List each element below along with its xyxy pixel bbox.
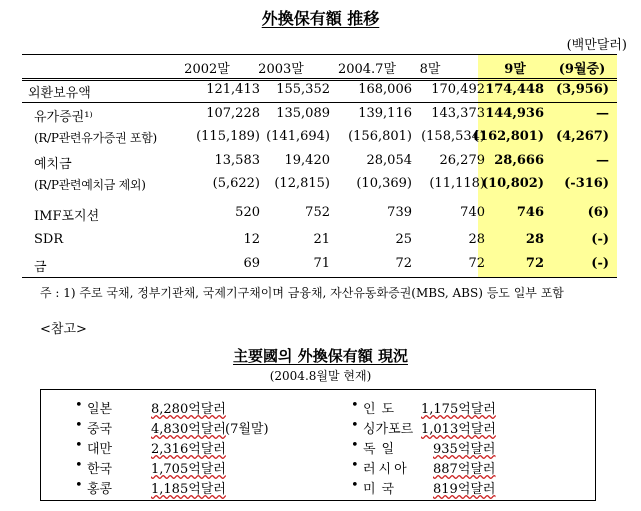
cell: 28	[468, 232, 485, 247]
cell: 19,420	[284, 153, 330, 168]
cell: 28,666	[494, 153, 544, 168]
cell: 739	[387, 205, 412, 220]
cell: (10,802)	[481, 176, 544, 191]
cell: —	[596, 106, 609, 121]
cell: 25	[395, 232, 412, 247]
table-top-rule	[22, 54, 617, 55]
cell: (11,118)	[429, 176, 485, 191]
cell: 72	[395, 256, 412, 271]
table-row	[22, 256, 617, 278]
reserve-amount: 1,705억달러	[151, 462, 226, 477]
cell: 72	[525, 256, 544, 271]
cell: 746	[516, 205, 544, 220]
cell: 12	[243, 232, 260, 247]
country-reserves-box	[40, 389, 596, 501]
cell: 520	[235, 205, 260, 220]
page-title: 外換保有額 推移	[261, 9, 380, 28]
col-2002: 2002말	[184, 62, 230, 77]
country-name: 미국	[363, 482, 401, 497]
reserve-amount: 1,013억달러	[421, 422, 496, 437]
country-name: 싱가포르	[363, 422, 414, 437]
row-label: 외환보유액	[28, 86, 91, 101]
reference-label: <참고>	[40, 322, 87, 337]
row-label: IMF포지션	[34, 209, 100, 224]
cell: 155,352	[276, 82, 330, 97]
table-row	[22, 153, 617, 175]
table-row	[22, 176, 617, 198]
reserve-amount: 819억달러	[433, 482, 496, 497]
table-header	[22, 58, 617, 80]
bullet-icon: •	[351, 398, 359, 413]
cell: (156,801)	[348, 129, 412, 144]
table-row	[22, 106, 617, 128]
reserve-amount: 2,316억달러	[151, 442, 226, 457]
bullet-icon: •	[75, 438, 83, 453]
cell: (6)	[587, 205, 609, 220]
country-name: 중국	[87, 422, 113, 437]
col-9: 9말	[504, 62, 526, 77]
cell: 144,936	[485, 106, 544, 121]
cell: 107,228	[206, 106, 260, 121]
unit-label: (백만달러)	[566, 38, 627, 53]
row-label: 예치금	[34, 157, 72, 172]
bullet-icon: •	[351, 458, 359, 473]
country-name: 독일	[363, 442, 401, 457]
cell: 139,116	[358, 106, 412, 121]
cell: 121,413	[206, 82, 260, 97]
col-2003: 2003말	[258, 62, 304, 77]
cell: 740	[460, 205, 485, 220]
cell: 174,448	[485, 82, 544, 97]
row-label: 금	[34, 260, 47, 275]
cell: 28,054	[366, 153, 412, 168]
row-label: 유가증권¹⁾	[34, 110, 93, 125]
cell: (115,189)	[196, 129, 260, 144]
country-name: 홍콩	[87, 482, 113, 497]
reserve-amount: 8,280억달러	[151, 402, 226, 417]
bullet-icon: •	[75, 478, 83, 493]
reserve-amount: 935억달러	[433, 442, 496, 457]
cell: 26,279	[439, 153, 485, 168]
cell: 72	[468, 256, 485, 271]
country-name: 대만	[87, 442, 113, 457]
footnote: 주 : 1) 주로 국채, 정부기관채, 국제기구채이며 금융채, 자산유동화증권(MBS, ABS) 등도 일부 포함	[40, 286, 564, 300]
country-name: 일본	[87, 402, 113, 417]
cell: —	[596, 153, 609, 168]
row-label: (R/P관련예치금 제외)	[34, 178, 146, 192]
cell: (4,267)	[555, 129, 609, 144]
cell: (-)	[591, 256, 609, 271]
bullet-icon: •	[351, 478, 359, 493]
cell: (141,694)	[266, 129, 330, 144]
col-9-change: (9월중)	[558, 62, 606, 77]
reserve-amount: 4,830억달러	[151, 422, 226, 437]
cell: (-)	[591, 232, 609, 247]
col-8: 8말	[419, 62, 441, 77]
cell: (12,815)	[274, 176, 330, 191]
reserve-amount: 887억달러	[433, 462, 496, 477]
row-label: SDR	[34, 232, 64, 247]
cell: 168,006	[358, 82, 412, 97]
cell: 143,373	[431, 106, 485, 121]
table-row	[22, 205, 617, 227]
cell: 13,583	[214, 153, 260, 168]
bullet-icon: •	[351, 418, 359, 433]
country-name: 인도	[363, 402, 401, 417]
cell: (158,534)	[421, 129, 485, 144]
country-name: 러시아	[363, 462, 410, 477]
cell: 21	[313, 232, 330, 247]
table-row	[22, 82, 617, 104]
cell: (162,801)	[472, 129, 544, 144]
bullet-icon: •	[351, 438, 359, 453]
row-label: (R/P관련유가증권 포함)	[34, 131, 157, 145]
as-of-date: (2004.8월말 현재)	[269, 369, 372, 383]
table-row	[22, 129, 617, 151]
cell: 28	[525, 232, 544, 247]
cell: 170,492	[431, 82, 485, 97]
reserve-amount: 1,175억달러	[421, 402, 496, 417]
cell: 69	[243, 256, 260, 271]
cell: (10,369)	[356, 176, 412, 191]
section-subtitle: 主要國의 外換保有額 現況	[233, 347, 408, 365]
bullet-icon: •	[75, 458, 83, 473]
cell: (-316)	[564, 176, 609, 191]
reserve-amount: 1,185억달러	[151, 482, 226, 497]
bullet-icon: •	[75, 398, 83, 413]
col-2004-7: 2004.7말	[337, 62, 397, 77]
cell: (3,956)	[555, 82, 609, 97]
cell: 752	[305, 205, 330, 220]
date-note: (7월말)	[225, 422, 269, 437]
bullet-icon: •	[75, 418, 83, 433]
cell: 135,089	[276, 106, 330, 121]
cell: (5,622)	[212, 176, 260, 191]
cell: 71	[313, 256, 330, 271]
country-name: 한국	[87, 462, 113, 477]
table-row	[22, 232, 617, 254]
